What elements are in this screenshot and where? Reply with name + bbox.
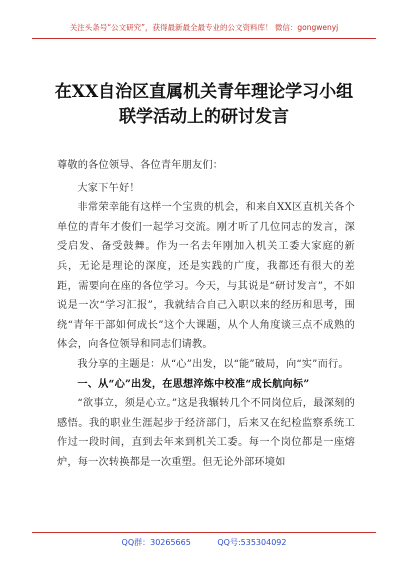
header-divider — [32, 38, 376, 39]
title-line-1: 在XX自治区直属机关青年理论学习小组 — [54, 82, 354, 102]
header-note: 关注头条号“公文研究”，获得最新最全最专业的公文资料库！ 微信：gongwenyj — [69, 23, 339, 32]
footer-qq-group: QQ群：30265665 — [121, 538, 191, 547]
greeting: 大家下午好！ — [77, 182, 140, 194]
salutation: 尊敬的各位领导、各位青年朋友们： — [57, 160, 224, 171]
paragraph-section-1: “欲事立，须是心立。”这是我辗转几个不同岗位后，最深刻的感悟。我的职业生涯起步于经济部门，后来又在纪检监察系统工作过一段时间，直到去年来到机关工委。每一个岗位都是一座熔炉，每一次转换都是一次重塑。但无论外部环境如 — [57, 398, 355, 468]
document-title — [30, 80, 378, 130]
section-heading-1: 一、从“心”出发，在思想淬炼中校准“成长航向标” — [77, 377, 310, 390]
footer — [0, 537, 408, 548]
title-line-2: 联学活动上的研讨发言 — [119, 107, 289, 127]
footer-divider — [32, 532, 376, 533]
document-body — [57, 156, 355, 473]
paragraph-theme: 我分享的主题是：从“心”出发，以“能”破局，向“实”而行。 — [77, 358, 349, 370]
paragraph-intro: 非常荣幸能有这样一个宝贵的机会，和来自XX区直机关各个单位的青年才俊们一起学习交流。刚才听了几位同志的发言，深受启发、备受鼓舞。作为一名去年刚加入机关工委大家庭的新兵，无论是理论的深度，还是实践的广度，我都还有很大的差距，需要向在座的各位学习。今天，与其说是“研讨发言”，不如说是一次“学习汇报”，我就结合自己入职以来的经历和思考，围绕“青年干部如何成长”这个大课题，从个人角度谈三点不成熟的体会，向各位领导和同志们请教。 — [57, 202, 355, 351]
footer-qq-number: QQ号:535304092 — [217, 538, 287, 547]
